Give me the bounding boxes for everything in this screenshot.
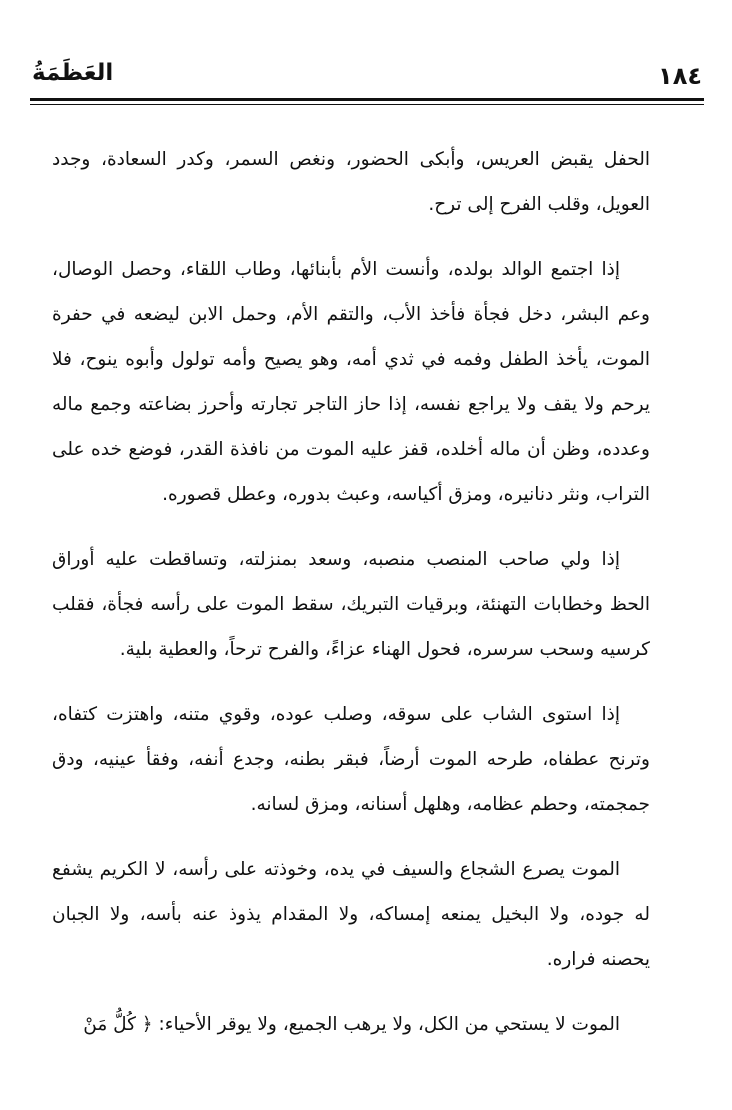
paragraph: الحفل يقبض العريس، وأبكى الحضور، ونغص السمر، وكدر السعادة، وجدد العويل، وقلب الفرح إلى ترح. — [52, 149, 650, 215]
running-title: العَظَمَةُ — [32, 60, 114, 86]
paragraph: الموت يصرع الشجاع والسيف في يده، وخوذته على رأسه، لا الكريم يشفع له جوده، ولا البخيل يمنعه إمساكه، ولا المقدام يذوذ عنه بأسه، ولا الجبان يحصنه فراره. — [52, 859, 650, 970]
paragraph: الموت لا يستحي من الكل، ولا يرهب الجميع، ولا يوقر الأحياء: ﴿ كُلُّ مَنْ — [83, 1014, 620, 1035]
paragraph: إذا ولي صاحب المنصب منصبه، وسعد بمنزلته، وتساقطت عليه أوراق الحظ وخطابات التهنئة، وبرقيات التبريك، سقط الموت على رأسه فجأة، فقلب كرسيه وسحب سرسره، فحول الهناء عزاءً، والفرح ترحاً، والعطية بلية. — [52, 549, 650, 660]
header-rule-thin — [30, 104, 704, 105]
page-header — [32, 58, 702, 98]
header-rule-thick — [30, 98, 704, 101]
paragraph: إذا استوى الشاب على سوقه، وصلب عوده، وقوي متنه، واهتزت كتفاه، وترنح عطفاه، طرحه الموت أرضاً، فبقر بطنه، وجدع أنفه، وفقأ عينيه، ودق جمجمته، وحطم عظامه، وهلهل أسنانه، ومزق لسانه. — [52, 704, 650, 815]
paragraph: إذا اجتمع الوالد بولده، وأنست الأم بأبنائها، وطاب اللقاء، وحصل الوصال، وعم البشر، دخل فجأة فأخذ الأب، والتقم الأم، وحمل الابن ليضعه في حفرة الموت، يأخذ الطفل وفمه في ثدي أمه، وهو يصيح وأمه تولول وأبوه ينوح، فلا يرحم ولا يقف ولا يراجع نفسه، إذا حاز التاجر تجارته وأحرز بضاعته وجمع ماله وعدده، وظن أن ماله أخلده، قفز عليه الموت من نافذة القدر، فوضع خده على التراب، ونثر دنانيره، ومزق أكياسه، وعبث بدوره، وعطل قصوره. — [52, 259, 650, 505]
page-number: ١٨٤ — [658, 62, 702, 90]
body-text — [52, 137, 650, 1047]
